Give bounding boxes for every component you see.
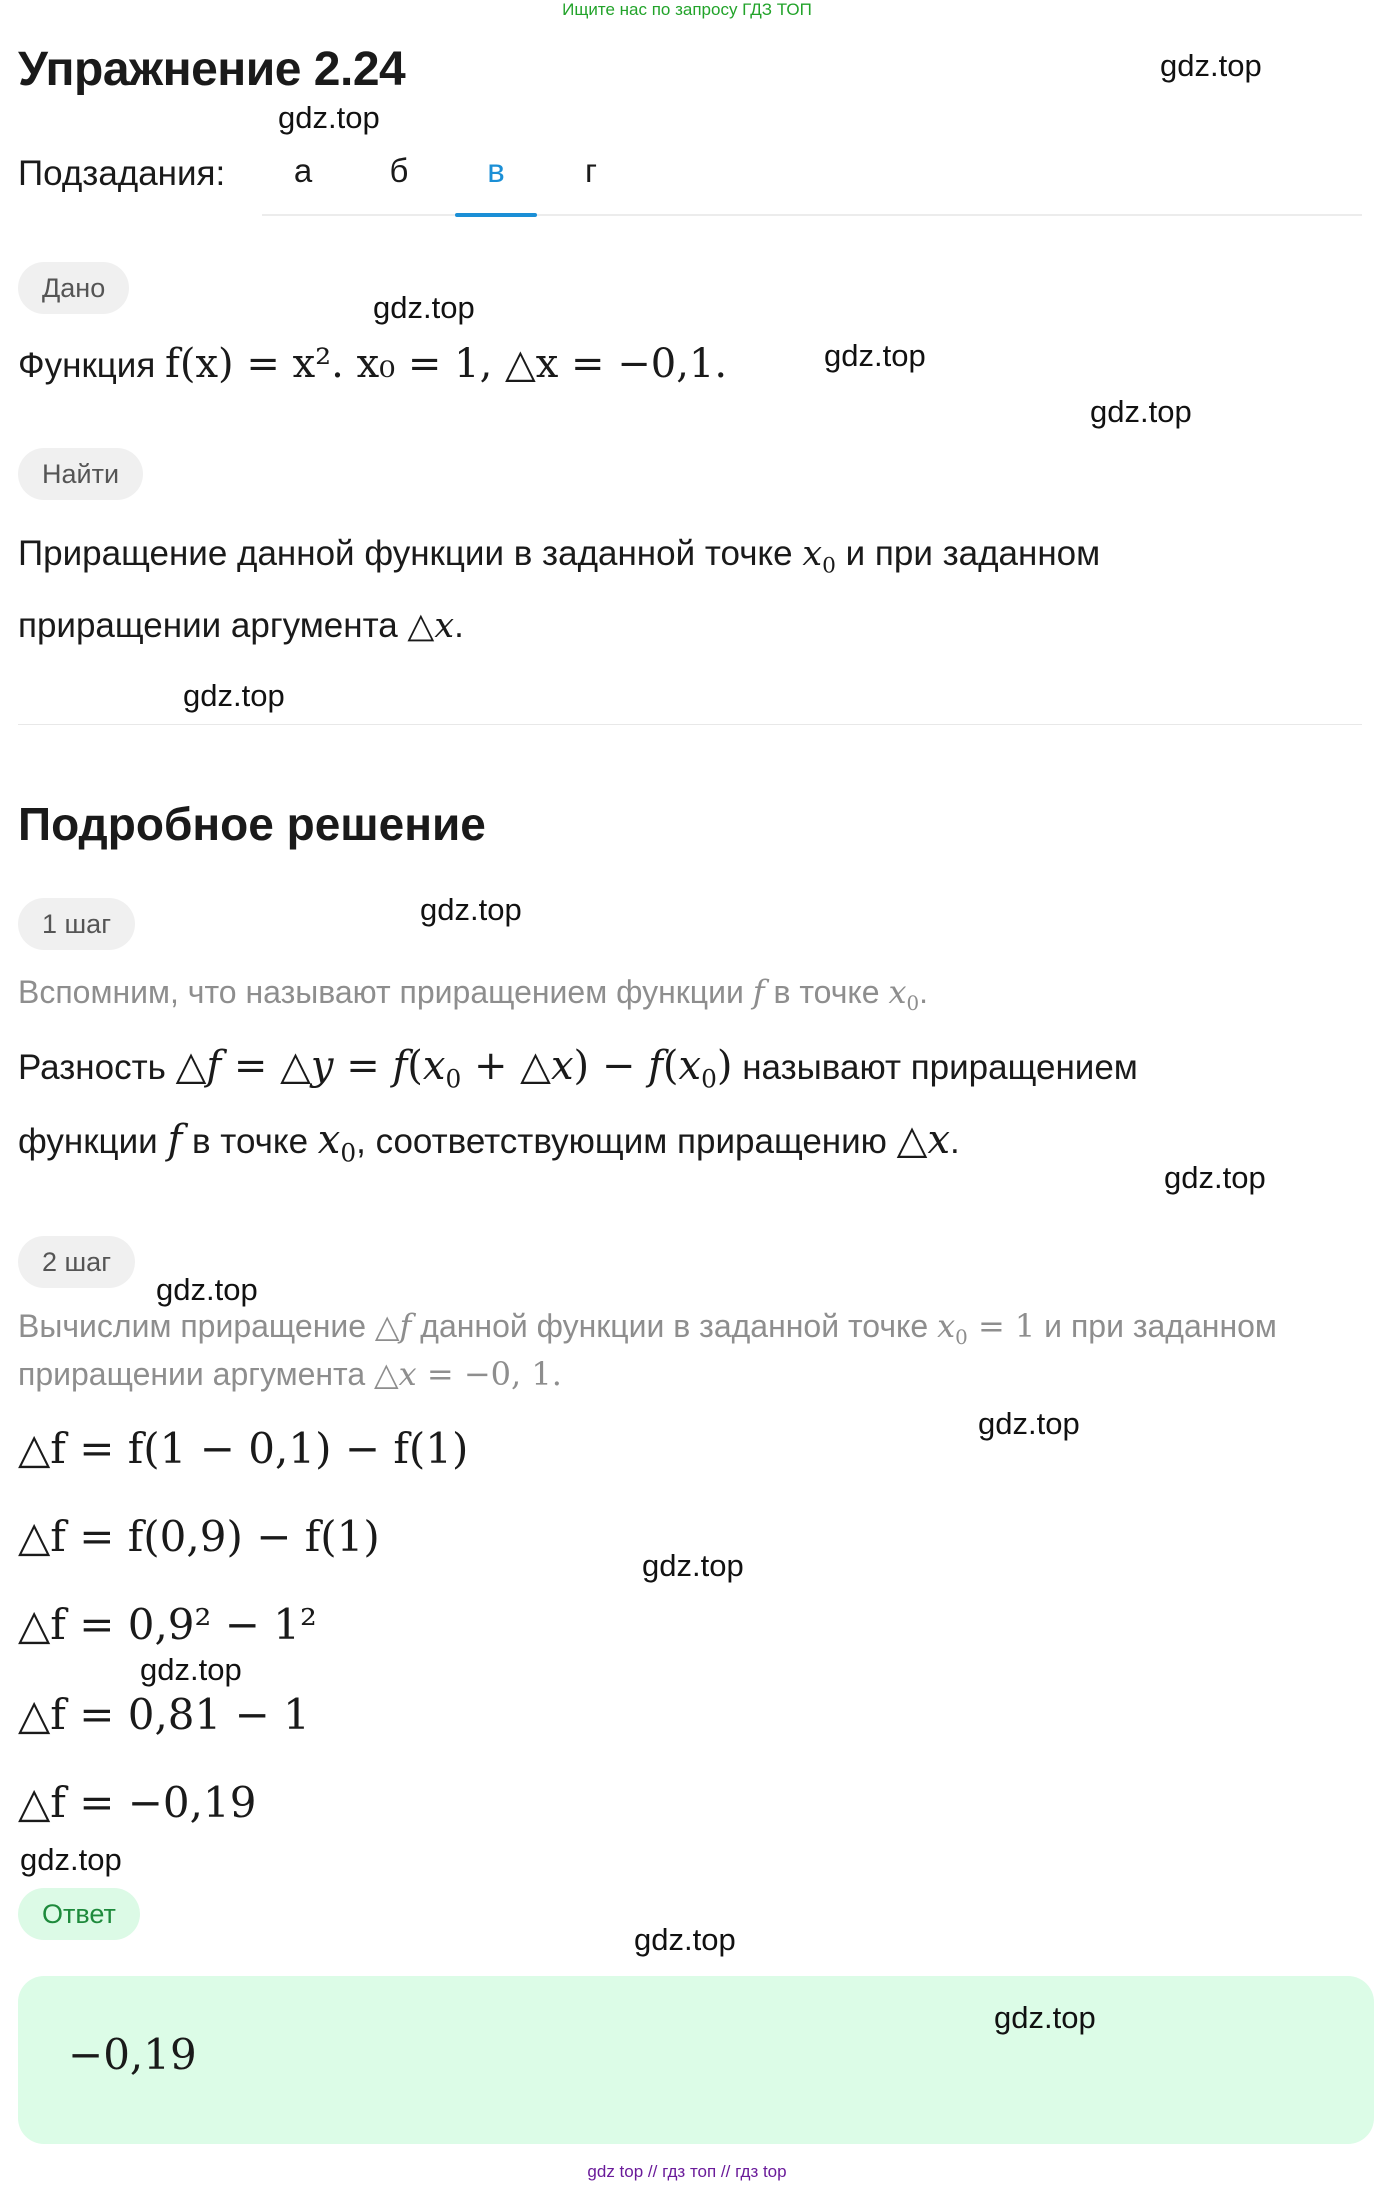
watermark: gdz.top (642, 1548, 744, 1583)
step1-line2-b: в точке (191, 1122, 309, 1161)
watermark: gdz.top (278, 100, 380, 135)
calc-line-4: △f = 0,81 − 1 (18, 1690, 310, 1739)
watermark: gdz.top (1164, 1160, 1266, 1195)
step2-hint-b: данной функции в заданной точке (420, 1308, 929, 1344)
given-formula: f(x) = x². x₀ = 1, △x = −0,1. (165, 341, 728, 387)
given-text (18, 328, 727, 402)
watermark: gdz.top (1090, 394, 1192, 429)
step1-line1-b: называют приращением (742, 1048, 1138, 1087)
tab-g[interactable]: г (584, 152, 598, 189)
step1-line2-c: , соответствующим приращению (356, 1122, 887, 1161)
active-tab-indicator (455, 213, 537, 217)
subtask-tabs (262, 140, 1362, 216)
given-badge: Дано (18, 262, 129, 314)
watermark: gdz.top (994, 2000, 1096, 2035)
find-line1-end: и при заданном (845, 534, 1101, 573)
step1-text: Разность △f = △y = $f(x_0$ + △x) − $f(x_0)$ называют приращением функции f в точке $x_0$, соответствующим приращению △x. (18, 1043, 1138, 1168)
find-line2: приращении аргумента (18, 606, 398, 645)
footer: gdz top // гдз топ // гдз top (587, 2162, 787, 2181)
tab-b[interactable]: б (389, 152, 409, 189)
calc-line-2: △f = f(0,9) − f(1) (18, 1512, 380, 1561)
calc-line-3: △f = 0,9² − 1² (18, 1600, 317, 1649)
answer-badge: Ответ (18, 1888, 140, 1940)
step2-hint: Вычислим приращение △f данной функции в заданной точке $x_0 = 1$ и при заданном приращении аргумента △x = −0, 1. (18, 1307, 1277, 1393)
watermark: gdz.top (978, 1406, 1080, 1441)
step1-badge: 1 шаг (18, 898, 135, 950)
watermark: gdz.top (140, 1652, 242, 1687)
watermark: gdz.top (183, 678, 285, 713)
watermark: gdz.top (824, 338, 926, 373)
watermark: gdz.top (373, 290, 475, 325)
find-line1: Приращение данной функции в заданной точке (18, 534, 793, 573)
watermark: gdz.top (1160, 48, 1262, 83)
tab-a[interactable]: а (293, 152, 313, 189)
watermark: gdz.top (634, 1922, 736, 1957)
subtasks-label: Подзадания: (18, 154, 226, 193)
step1-hint: Вспомним, что называют приращением функции f в точке $x_0$. (18, 973, 929, 1015)
step1-line2-a: функции (18, 1122, 158, 1161)
step1-line1-a: Разность (18, 1048, 166, 1087)
watermark: gdz.top (156, 1272, 258, 1307)
step2-badge: 2 шаг (18, 1236, 135, 1288)
given-lead: Функция (18, 346, 156, 385)
top-banner: Ищите нас по запросу ГДЗ ТОП (562, 0, 812, 19)
step1-hint-a: Вспомним, что называют приращением функции (18, 974, 744, 1010)
watermark: gdz.top (420, 892, 522, 927)
answer-value: −0,19 (68, 2030, 197, 2079)
step1-hint-b: в точке (773, 974, 880, 1010)
page-title: Упражнение 2.24 (18, 43, 406, 96)
calc-line-5: △f = −0,19 (18, 1778, 257, 1827)
watermark: gdz.top (20, 1842, 122, 1877)
solution-title: Подробное решение (18, 798, 486, 850)
answer-box (18, 1976, 1374, 2144)
find-text: Приращение данной функции в заданной точке $x_0$ и при заданном приращении аргумента △x. (18, 534, 1101, 646)
calc-line-1: △f = f(1 − 0,1) − f(1) (18, 1424, 469, 1473)
find-badge: Найти (18, 448, 143, 500)
step2-hint-d: приращении аргумента (18, 1356, 366, 1392)
step2-hint-a: Вычислим приращение (18, 1308, 367, 1344)
tab-v[interactable]: в (487, 152, 505, 189)
divider (18, 724, 1362, 725)
step2-hint-c: и при заданном (1044, 1308, 1277, 1344)
